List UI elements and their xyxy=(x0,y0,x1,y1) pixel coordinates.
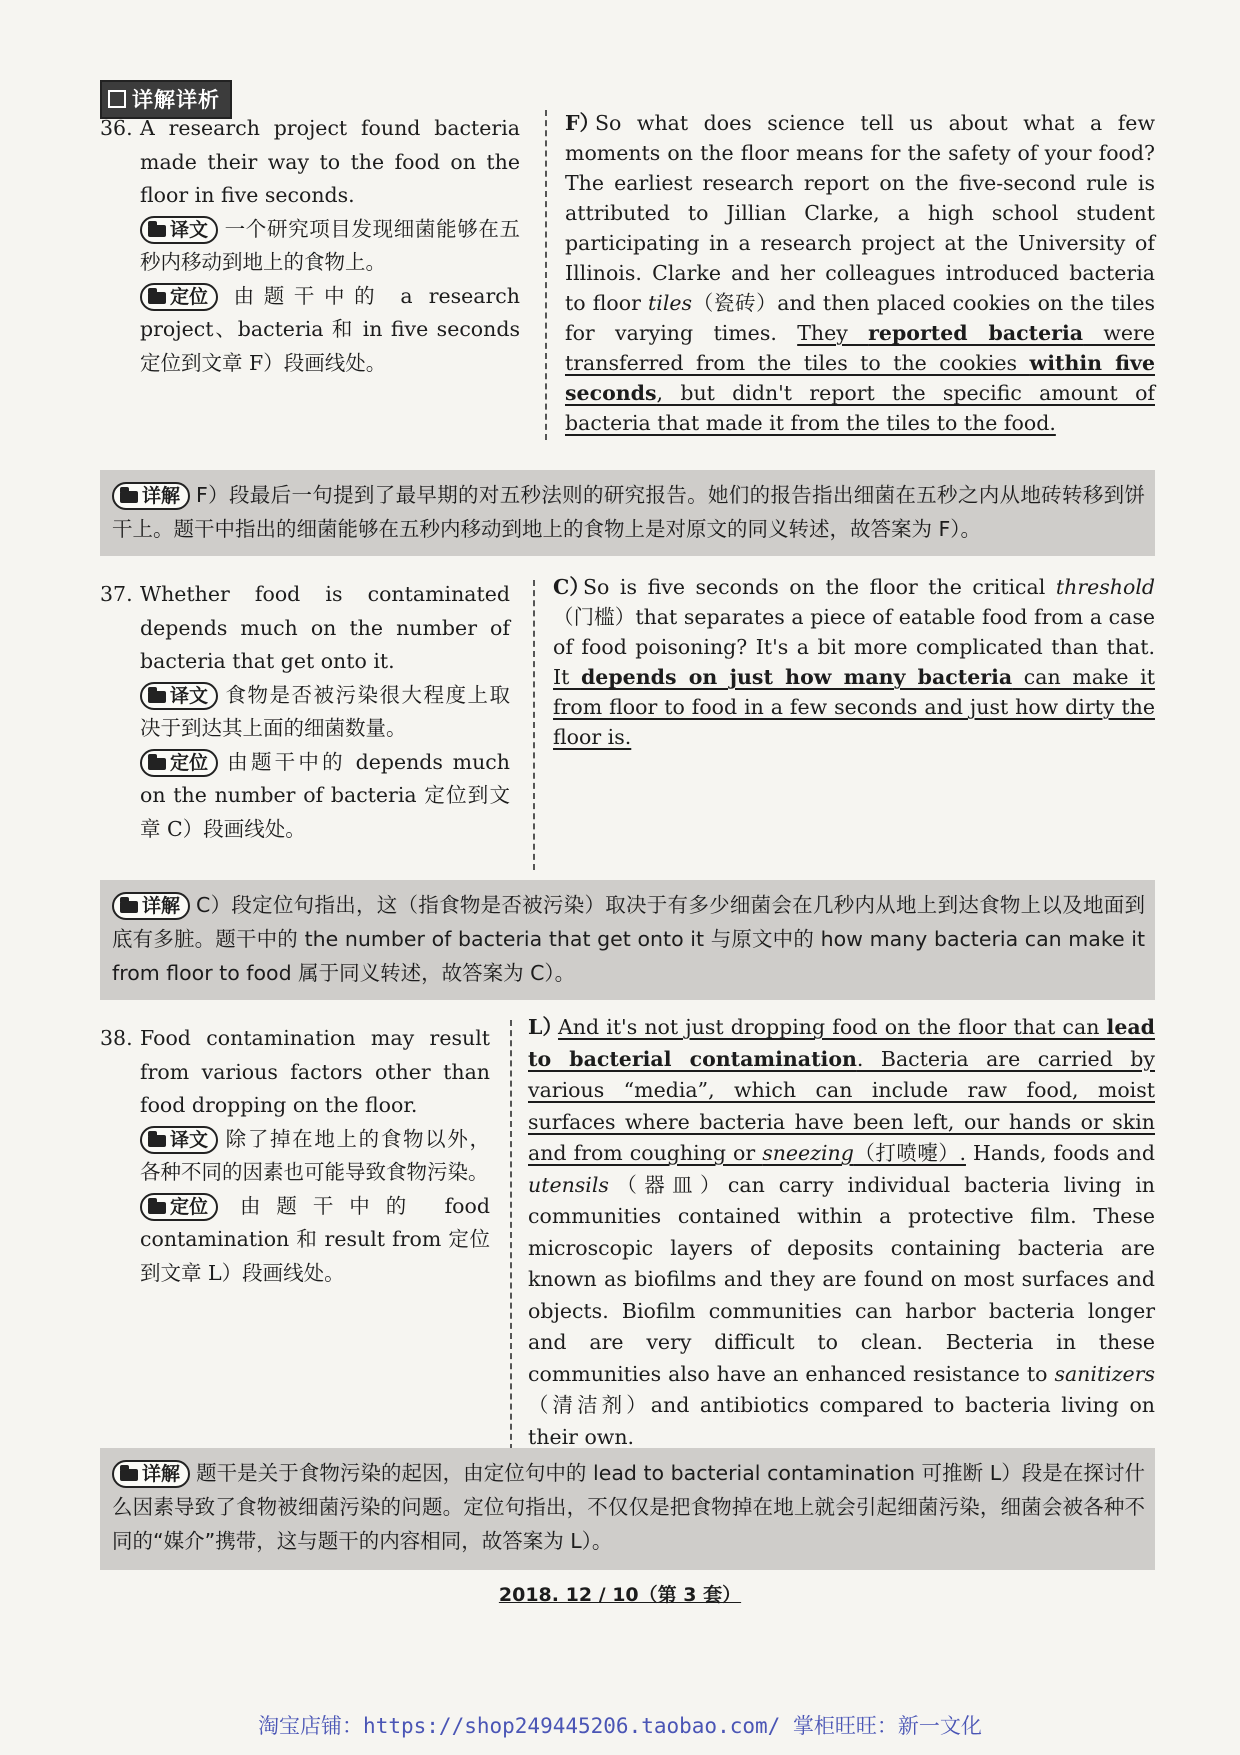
passage-label: L） xyxy=(528,1015,563,1039)
locate-badge: 定位 xyxy=(140,283,218,311)
detail-badge: 详解 xyxy=(112,482,190,510)
underlined-key-sentence: They reported bacteria were transferred from the tiles to the cookies within five seconds, but didn't report the specific amount of bacteria that made it from the tiles to the food. xyxy=(565,321,1155,435)
question-statement: 37. Whether food is contaminated depends much on the number of bacteria that get onto it. xyxy=(100,578,510,679)
question-number: 37. xyxy=(100,582,133,606)
question-statement: 36. A research project found bacteria made their way to the food on the floor in five seconds. xyxy=(100,112,520,213)
detail-badge: 详解 xyxy=(112,1460,190,1488)
column-divider xyxy=(545,110,547,440)
locate-note: 定位 由题干中的 food contamination 和 result from 定位到文章 L）段画线处。 xyxy=(140,1193,490,1285)
underlined-key-sentence: And it's not just dropping food on the floor that can lead to bacterial contamination. Bacteria are carried by various “media”, which can include raw food, moist surfaces where bacteria have been left, our hands or skin and from coughing or sneezing（打喷嚏）. xyxy=(528,1015,1155,1165)
detail-box: 详解 F）段最后一句提到了最早期的对五秒法则的研究报告。她们的报告指出细菌在五秒之内从地砖转移到饼干上。题干中指出的细菌能够在五秒内移动到地上的食物上是对原文的同义转述，故答案为 F）。 xyxy=(100,470,1155,556)
locate-note: 定位 由题干中的 a research project、bacteria 和 in five seconds 定位到文章 F）段画线处。 xyxy=(140,283,520,375)
translation-badge: 译文 xyxy=(140,1126,218,1154)
question-38 xyxy=(100,1022,490,1290)
folder-icon xyxy=(148,1135,166,1147)
locate-badge: 定位 xyxy=(140,749,218,777)
folder-icon xyxy=(148,758,166,770)
question-number: 36. xyxy=(100,116,133,140)
translation-note: 译文 一个研究项目发现细菌能够在五秒内移动到地上的食物上。 xyxy=(140,216,520,274)
passage-label: C） xyxy=(553,575,590,599)
detail-badge: 详解 xyxy=(112,892,190,920)
locate-note: 定位 由题干中的 depends much on the number of bacteria 定位到文章 C）段画线处。 xyxy=(140,749,510,841)
detail-box: 详解 C）段定位句指出，这（指食物是否被污染）取决于有多少细菌会在几秒内从地上到达食物上以及地面到底有多脏。题干中的 the number of bacteria that get onto it 与原文中的 how many bacteria can make it from floor to food 属于同义转述，故答案为 C）。 xyxy=(100,880,1155,1000)
underlined-key-sentence: It depends on just how many bacteria can make it from floor to food in a few seconds and just how dirty the floor is. xyxy=(553,665,1155,749)
section-icon xyxy=(108,90,126,108)
section-label: 详解详析 xyxy=(132,88,220,112)
question-37 xyxy=(100,578,510,846)
folder-icon xyxy=(120,1469,138,1481)
translation-note: 译文 除了掉在地上的食物以外，各种不同的因素也可能导致食物污染。 xyxy=(140,1126,490,1184)
translation-badge: 译文 xyxy=(140,682,218,710)
column-divider xyxy=(533,580,535,870)
passage-L: L）And it's not just dropping food on the floor that can lead to bacterial contamination. Bacteria are carried by various “media”, which can include raw food, moist surfaces where bacteria have been left, our hands or skin and from coughing or sneezing（打喷嚏）. Hands, foods and utensils（器皿）can carry individual bacteria living in communities contained within a protective film. These microscopic layers of deposits containing bacteria are known as biofilms and they are found on most surfaces and objects. Biofilm communities can harbor bacteria longer and are very difficult to clean. Becteria in these communities also have an enhanced resistance to sanitizers（清洁剂）and antibiotics compared to bacteria living on their own. xyxy=(528,1012,1155,1453)
column-divider xyxy=(510,1020,512,1450)
passage-label: F） xyxy=(565,111,601,135)
folder-icon xyxy=(120,491,138,503)
page-number: 2018. 12 / 10（第 3 套） xyxy=(498,1584,742,1606)
translation-note: 译文 食物是否被污染很大程度上取决于到达其上面的细菌数量。 xyxy=(140,682,510,740)
folder-icon xyxy=(148,1202,166,1214)
question-36 xyxy=(100,112,520,380)
detail-box: 详解 题干是关于食物污染的起因，由定位句中的 lead to bacterial contamination 可推断 L）段是在探讨什么因素导致了食物被细菌污染的问题。定位句指出，不仅仅是把食物掉在地上就会引起细菌污染，细菌会被各种不同的“媒介”携带，这与题干的内容相同，故答案为 L）。 xyxy=(100,1448,1155,1570)
folder-icon xyxy=(148,292,166,304)
question-number: 38. xyxy=(100,1026,133,1050)
folder-icon xyxy=(148,691,166,703)
question-statement: 38. Food contamination may result from various factors other than food dropping on the floor. xyxy=(100,1022,490,1123)
locate-badge: 定位 xyxy=(140,1193,218,1221)
shop-watermark: 淘宝店铺：https://shop249445206.taobao.com/ 掌柜旺旺：新一文化 xyxy=(258,1714,982,1738)
folder-icon xyxy=(148,225,166,237)
translation-badge: 译文 xyxy=(140,216,218,244)
passage-F: F）So what does science tell us about what a few moments on the floor means for the safety of your food? The earliest research report on the five-second rule is attributed to Jillian Clarke, a high school student participating in a research project at the University of Illinois. Clarke and her colleagues introduced bacteria to floor tiles（瓷砖）and then placed cookies on the tiles for varying times. They reported bacteria were transferred from the tiles to the cookies within five seconds, but didn't report the specific amount of bacteria that made it from the tiles to the food. xyxy=(565,108,1155,438)
passage-C: C）So is five seconds on the floor the critical threshold（门槛）that separates a piece of eatable food from a case of food poisoning? It's a bit more complicated than that. It depends on just how many bacteria can make it from floor to food in a few seconds and just how dirty the floor is. xyxy=(553,572,1155,752)
folder-icon xyxy=(120,901,138,913)
